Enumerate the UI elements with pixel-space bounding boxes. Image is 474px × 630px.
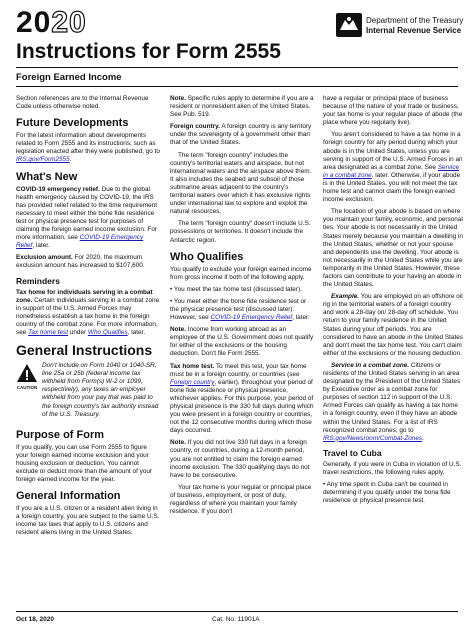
- page-subtitle: Foreign Earned Income: [16, 72, 122, 83]
- covid-lead: COVID-19 emergency relief.: [16, 185, 100, 193]
- example-paragraph: [323, 293, 463, 358]
- footer-rule: [16, 611, 458, 612]
- whats-new-heading: What's New: [16, 170, 78, 183]
- abode-p2-text: You aren't considered to have a tax home in a foreign country for any period during which your abode is in the United States, unless you are serving in support of the U.S. Armed Forces in an area designated as a combat zone. See: [323, 131, 463, 171]
- abode-p2-end: , later. Otherwise, if your abode is in the United States, you will not meet the tax home test and cannot claim the foreign earned income exclusion.: [323, 171, 461, 204]
- who-qualifies-heading: Who Qualifies: [170, 250, 244, 263]
- column-3: [323, 95, 463, 509]
- tax-home-test-link[interactable]: Tax home test: [28, 328, 68, 336]
- note1-text: Specific rules apply to determine if you are a resident or nonresident alien of the United States. See Pub. 519.: [170, 95, 314, 119]
- abode-paragraph-2: [323, 131, 463, 204]
- combat-zones-link[interactable]: IRS.gov/Newsroom/Combat-Zones: [323, 434, 423, 442]
- page-title: Instructions for Form 2555: [16, 40, 281, 63]
- note2-text: Income from working abroad as an employee of the U.S. Government does not qualify for either of the exclusions or the housing deduction. Don't file Form 2555.: [170, 326, 314, 358]
- exclusion-amount-paragraph: [16, 254, 161, 270]
- covid-relief-link-2[interactable]: COVID-19 Emergency Relief: [210, 314, 293, 322]
- taxhome-lead: Tax home test.: [170, 362, 215, 370]
- column-2: [170, 95, 315, 520]
- general-instructions-heading: General Instructions: [16, 342, 153, 359]
- form2555-link[interactable]: IRS.gov/Form2555: [16, 156, 70, 164]
- covid-text: Due to the global health emergency caused by COVID-19, the IRS has provided relief related to the time requirement necessary to meet either the bone fide residence test or physical presence test for purposes of claiming the foreign earned income exclusion. For more information, see: [16, 185, 158, 242]
- future-developments-text: [16, 132, 161, 164]
- foreign-country-paragraph-2: The term "foreign country" includes the country's territorial waters and airspace, but not international waters and the airspace above them. It also includes the seabed and subsoil of those submarine areas adjacent to the country's territorial waters over which it has exclusive rights under international law to explore and exploit the natural resources.: [170, 151, 312, 216]
- foreign-country-link[interactable]: Foreign country: [170, 378, 215, 386]
- column-1: [16, 95, 161, 542]
- exclusion-lead: Exclusion amount.: [16, 254, 73, 262]
- taxhome-end: , earlier), throughout your period of bone fide residence or physical presence, whichever applies. For this purpose, your period of physical presence is the 330 full days during which you were present in a foreign country or countries, not the 12 consecutive months during which those days occurred.: [170, 378, 314, 435]
- future-developments-heading: Future Developments: [16, 117, 129, 130]
- who-qualifies-text: You qualify to exclude your foreign earned income from gross income if both of the following apply.: [170, 265, 312, 281]
- caution-warning-icon: [16, 362, 38, 384]
- tax-home-definition-paragraph: Your tax home is your regular or principal place of business, employment, or post of duty, regardless of where you maintain your family residence. If you don't: [170, 483, 312, 516]
- travel-to-cuba-text: Generally, if you were in Cuba in violation of U.S. travel restrictions, the following rules apply.: [323, 460, 462, 476]
- treasury-eagle-logo-icon: [335, 12, 363, 38]
- foreign-country-paragraph: [170, 123, 315, 147]
- tax-home-lead: Tax home for individuals serving in a combat zone.: [16, 288, 153, 304]
- note-330-days-paragraph: [170, 439, 315, 479]
- note3-text: If you did not live 330 full days in a foreign country, or countries, during a 12-month period, you are not entitled to claim the foreign earned income exclusion. The 330 qualifying days do not have to be consecutive.: [170, 439, 310, 479]
- foreign-country-lead: Foreign country.: [170, 123, 220, 131]
- bullet2-text: • You meet either the bone fide residence test or the physical presence test (discussed later). However, see: [170, 297, 307, 322]
- caution-box: [16, 362, 161, 423]
- note1-lead: Note.: [170, 95, 186, 102]
- cuba-bullet: • Any time spent in Cuba can't be counted in determining if you qualify under the bona fide residence or physical presence test.: [323, 481, 451, 505]
- tax-home-end: , later.: [127, 328, 146, 336]
- covid-relief-paragraph: [16, 186, 161, 251]
- reminders-heading: Reminders: [16, 275, 60, 286]
- purpose-of-form-text: If you qualify, you can use Form 2555 to figure your foreign earned income exclusion and your housing exclusion or deduction. You cannot exclude or deduct more than the amount of your foreign earned income for the year.: [16, 443, 153, 484]
- tax-year: [16, 6, 87, 40]
- qualify-bullet-2: [170, 298, 315, 322]
- note2-lead: Note.: [170, 326, 186, 334]
- agency-block: [366, 16, 463, 36]
- note-government-paragraph: [170, 326, 315, 358]
- note3-lead: Note.: [170, 439, 186, 447]
- travel-to-cuba-heading: Travel to Cuba: [323, 447, 382, 458]
- example-lead: Example.: [331, 293, 360, 301]
- purpose-of-form-heading: Purpose of Form: [16, 428, 105, 441]
- combat-zone-link[interactable]: Service in a combat zone: [323, 163, 460, 179]
- general-information-text: If you are a U.S. citizen or a resident alien living in a foreign country, you are subject to the same U.S. income tax laws that apply to U.S. citizens and resident aliens living in the United States.: [16, 505, 160, 537]
- agency-irs: Internal Revenue Service: [366, 26, 462, 35]
- abode-paragraph-1: have a regular or principal place of business because of the nature of your trade or business, your tax home is your regular place of abode (the place where you regularly live).: [323, 95, 463, 127]
- tax-year-prefix: 20: [16, 6, 52, 39]
- combat-text: Citizens or residents of the United States serving in an area designated by the President of the United States by Executive order as a combat zone for purposes of section 112 in support of the U.S. Armed Forces can qualify as having a tax home in a foreign country, even if they have an abode within the United States. For a list of IRS recognized combat zones, go to: [323, 361, 461, 434]
- subtitle-rule: [16, 86, 458, 87]
- note-resident-paragraph: [170, 95, 315, 119]
- covid-relief-link[interactable]: COVID-19 Emergency Relief: [16, 234, 144, 250]
- general-information-heading: General Information: [16, 490, 121, 503]
- footer-date: Oct 18, 2020: [16, 616, 54, 623]
- caution-text: Don't include on Form 1040 or 1040-SR, line 25a or 25b (federal income tax withheld from Form(s) W-2 or 1099, respectively), any taxes an employer withheld from your pay that was paid to the foreign country's tax authority instead of the U.S. Treasury.: [42, 362, 159, 418]
- combat-end: .: [422, 434, 424, 442]
- caution-badge: [16, 362, 38, 423]
- tax-home-text: Certain individuals serving in a combat zone in support of the U.S. Armed Forces may nonetheless establish a tax home in the foreign country of the combat zone. For more information, see: [16, 296, 160, 336]
- example-text: You are employed on an offshore oil rig in the territorial waters of a foreign country and work a 28-day on/ 28-day off schedule. You return to your family residence in the United States during your off periods. You are considered to have an abode in the United States and don't meet the tax home test. You can't claim either of the exclusions or the housing deduction.: [323, 293, 463, 357]
- caution-label: CAUTION: [16, 385, 38, 391]
- tax-home-test-paragraph: [170, 363, 315, 436]
- future-text: For the latest information about developments related to Form 2555 and its instructions, such as legislation enacted after they were published, go to: [16, 132, 160, 156]
- intro-note: Section references are to the Internal Revenue Code unless otherwise noted.: [16, 95, 149, 111]
- who-qualifies-link[interactable]: Who Qualifies: [87, 328, 128, 336]
- taxhome-text: To meet this test, your tax home must be in a foreign country, or countries (see: [170, 362, 307, 378]
- tax-home-mid: under: [68, 328, 87, 336]
- footer-cat-number: Cat. No. 11901A: [212, 616, 260, 623]
- combat-zone-paragraph: [323, 362, 463, 443]
- tax-home-combat-paragraph: [16, 289, 161, 338]
- title-rule: [16, 67, 458, 68]
- exclusion-text: For 2020, the maximum exclusion amount has increased to $107,600.: [16, 254, 145, 270]
- agency-department: Department of the Treasury: [366, 16, 464, 25]
- tax-year-suffix: 20: [51, 6, 87, 39]
- foreign-country-paragraph-3: The term "foreign country" doesn't include U.S. possessions or territories. It doesn't include the Antarctic region.: [170, 220, 311, 244]
- foreign-country-text: A foreign country is any territory under the sovereignty of a government other than that of the United States.: [170, 123, 312, 147]
- future-end: .: [69, 156, 72, 164]
- combat-lead: Service in a combat zone.: [331, 361, 410, 369]
- covid-end: , later.: [32, 242, 50, 250]
- bullet2-end: , later.: [292, 314, 310, 322]
- qualify-bullet-1: • You meet the tax home test (discussed later).: [170, 285, 302, 293]
- abode-paragraph-3: The location of your abode is based on where you maintain your family, economic, and personal ties. Your abode is not necessarily in the United States merely because you maintain a dwelling in the United States, whether or not your spouse and dependents use the dwelling. Your abode is not necessarily in the United States while you are temporarily in the United States. However, these factors can contribute to your having an abode in the United States.: [323, 208, 463, 289]
